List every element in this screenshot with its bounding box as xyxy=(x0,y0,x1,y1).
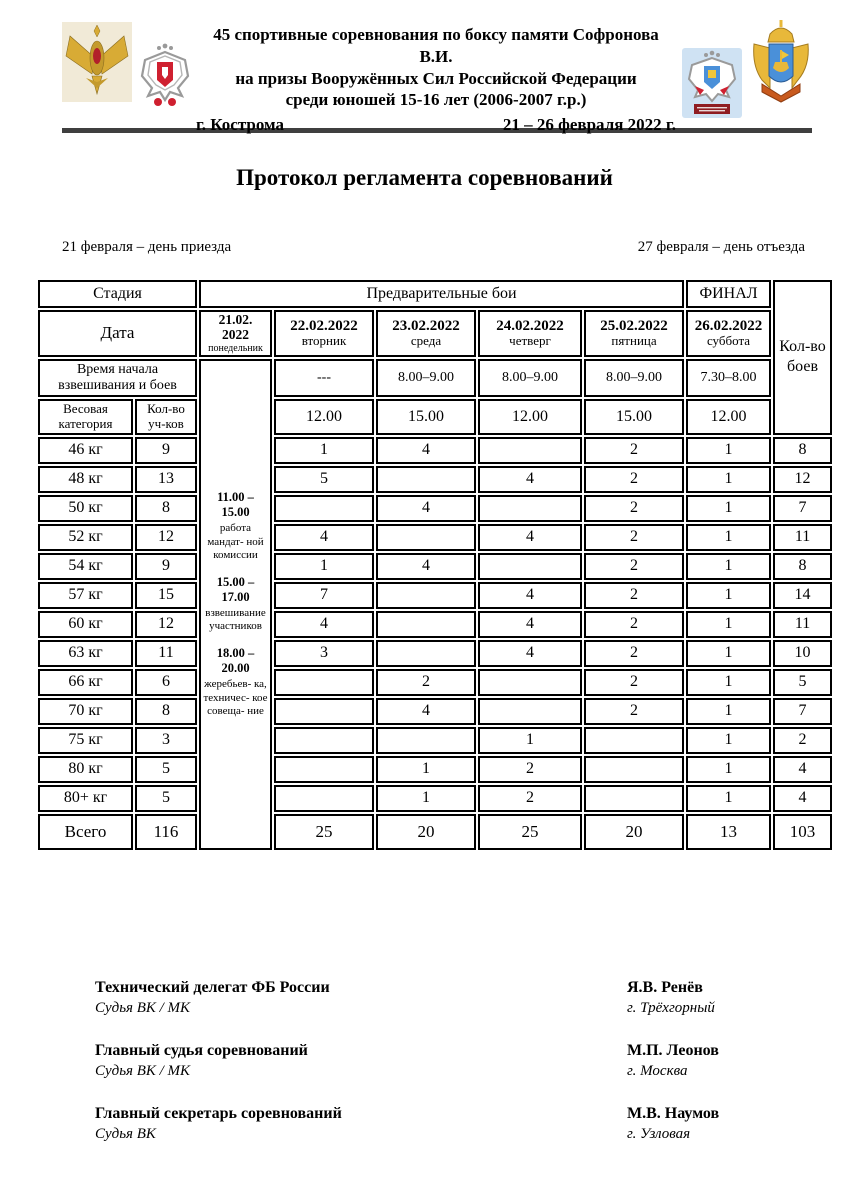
fights-sat-cell: 1 xyxy=(686,756,771,783)
stage-row xyxy=(38,280,832,308)
fights-tue-cell: 3 xyxy=(274,640,374,667)
final-cell: ФИНАЛ xyxy=(686,280,771,308)
row-total-cell: 4 xyxy=(773,756,832,783)
fights-thu-cell xyxy=(478,698,582,725)
participants-label-cell: Кол-во уч-ков xyxy=(135,399,197,435)
bout-time-sat: 12.00 xyxy=(686,399,771,435)
fights-wed-cell: 1 xyxy=(376,785,476,812)
fights-tue-cell xyxy=(274,727,374,754)
participants-count-cell: 8 xyxy=(135,495,197,522)
fights-wed-cell xyxy=(376,582,476,609)
fights-sat-cell: 1 xyxy=(686,640,771,667)
weight-category-cell: 52 кг xyxy=(38,524,133,551)
official-chief-secretary xyxy=(95,1104,849,1144)
fights-sat-cell: 1 xyxy=(686,698,771,725)
total-label-cell: Всего xyxy=(38,814,133,850)
row-total-cell: 5 xyxy=(773,669,832,696)
fights-sat-cell: 1 xyxy=(686,611,771,638)
fights-wed-cell xyxy=(376,640,476,667)
row-total-cell: 12 xyxy=(773,466,832,493)
weighin-time-fri: 8.00–9.00 xyxy=(584,359,684,397)
official-rank: Судья ВК xyxy=(95,1126,156,1143)
official-city: г. Узловая xyxy=(627,1126,691,1143)
day1-schedule-cell xyxy=(199,359,272,850)
fights-fri-cell: 2 xyxy=(584,466,684,493)
fights-wed-cell: 4 xyxy=(376,553,476,580)
weighin-time-sat: 7.30–8.00 xyxy=(686,359,771,397)
fights-sat-cell: 1 xyxy=(686,785,771,812)
weight-category-row xyxy=(38,553,832,580)
officials-section xyxy=(95,978,849,1145)
participants-count-cell: 11 xyxy=(135,640,197,667)
fights-thu-cell: 1 xyxy=(478,727,582,754)
fights-fri-cell: 2 xyxy=(584,495,684,522)
date-row xyxy=(38,310,832,357)
total-sat-cell: 13 xyxy=(686,814,771,850)
armed-forces-emblem-icon xyxy=(62,22,132,102)
row-total-cell: 4 xyxy=(773,785,832,812)
fights-tue-cell: 4 xyxy=(274,611,374,638)
fights-sat-cell: 1 xyxy=(686,524,771,551)
bout-time-wed: 15.00 xyxy=(376,399,476,435)
participants-count-cell: 5 xyxy=(135,756,197,783)
header-title-block xyxy=(190,24,682,135)
official-rank: Судья ВК / МК xyxy=(95,1062,191,1079)
weight-category-row xyxy=(38,756,832,783)
fights-wed-cell xyxy=(376,466,476,493)
fights-fri-cell: 2 xyxy=(584,524,684,551)
fights-thu-cell: 2 xyxy=(478,756,582,783)
weight-category-row xyxy=(38,466,832,493)
fights-fri-cell: 2 xyxy=(584,553,684,580)
fights-thu-cell xyxy=(478,553,582,580)
fights-sat-cell: 1 xyxy=(686,437,771,464)
total-bouts-cell: 103 xyxy=(773,814,832,850)
weight-category-row xyxy=(38,698,832,725)
fights-fri-cell: 2 xyxy=(584,698,684,725)
official-name: М.В. Наумов xyxy=(627,1105,720,1123)
kostroma-oblast-coat-of-arms-icon xyxy=(750,18,812,106)
participants-count-cell: 3 xyxy=(135,727,197,754)
weight-category-cell: 46 кг xyxy=(38,437,133,464)
row-total-cell: 11 xyxy=(773,524,832,551)
fights-fri-cell: 2 xyxy=(584,611,684,638)
bouts-count-header-cell: Кол-во боев xyxy=(773,280,832,435)
day-header-tue: 22.02.2022 вторник xyxy=(274,310,374,357)
arrival-note: 21 февраля – день приезда xyxy=(62,239,232,255)
weight-category-row xyxy=(38,495,832,522)
kostroma-boxing-federation-emblem-icon xyxy=(682,48,742,118)
official-chief-judge xyxy=(95,1041,849,1081)
participants-count-cell: 12 xyxy=(135,524,197,551)
fights-thu-cell: 2 xyxy=(478,785,582,812)
fights-sat-cell: 1 xyxy=(686,495,771,522)
weight-category-cell: 80 кг xyxy=(38,756,133,783)
day-header-wed: 23.02.2022 среда xyxy=(376,310,476,357)
fights-sat-cell: 1 xyxy=(686,553,771,580)
weighin-time-tue: --- xyxy=(274,359,374,397)
fights-wed-cell xyxy=(376,611,476,638)
weighin-block: 15.00 – 17.00 взвешивание участников xyxy=(205,575,266,633)
fights-wed-cell: 1 xyxy=(376,756,476,783)
row-total-cell: 7 xyxy=(773,495,832,522)
document-header xyxy=(62,18,812,134)
day-header-sat: 26.02.2022 суббота xyxy=(686,310,771,357)
official-position: Технический делегат ФБ России xyxy=(95,978,330,996)
official-position: Главный секретарь соревнований xyxy=(95,1105,342,1123)
day-header-thu: 24.02.2022 четверг xyxy=(478,310,582,357)
weight-category-cell: 48 кг xyxy=(38,466,133,493)
fights-tue-cell xyxy=(274,756,374,783)
stage-label-cell: Стадия xyxy=(38,280,197,308)
bout-time-row xyxy=(38,399,832,435)
weight-category-row xyxy=(38,582,832,609)
official-city: г. Трёхгорный xyxy=(627,999,715,1016)
fights-tue-cell: 7 xyxy=(274,582,374,609)
fights-tue-cell: 1 xyxy=(274,437,374,464)
fights-tue-cell xyxy=(274,785,374,812)
participants-count-cell: 8 xyxy=(135,698,197,725)
row-total-cell: 8 xyxy=(773,553,832,580)
participants-count-cell: 15 xyxy=(135,582,197,609)
fights-fri-cell: 2 xyxy=(584,437,684,464)
total-row xyxy=(38,814,832,850)
official-technical-delegate xyxy=(95,978,849,1018)
date-label-cell: Дата xyxy=(38,310,197,357)
fights-wed-cell xyxy=(376,727,476,754)
fights-sat-cell: 1 xyxy=(686,727,771,754)
fights-fri-cell xyxy=(584,785,684,812)
fights-tue-cell xyxy=(274,669,374,696)
fights-thu-cell xyxy=(478,495,582,522)
header-title-line2: на призы Вооружённых Сил Российской Федерации xyxy=(235,68,637,88)
weight-category-cell: 66 кг xyxy=(38,669,133,696)
page-title: Протокол регламента соревнований xyxy=(236,165,613,190)
weight-category-cell: 60 кг xyxy=(38,611,133,638)
day-header-fri: 25.02.2022 пятница xyxy=(584,310,684,357)
weight-category-cell: 50 кг xyxy=(38,495,133,522)
total-fri-cell: 20 xyxy=(584,814,684,850)
weight-category-row xyxy=(38,727,832,754)
fights-fri-cell xyxy=(584,727,684,754)
travel-notes xyxy=(62,239,805,256)
row-total-cell: 8 xyxy=(773,437,832,464)
official-city: г. Москва xyxy=(627,1062,688,1079)
fights-sat-cell: 1 xyxy=(686,466,771,493)
fights-thu-cell xyxy=(478,669,582,696)
row-total-cell: 2 xyxy=(773,727,832,754)
weight-category-cell: 80+ кг xyxy=(38,785,133,812)
fights-tue-cell xyxy=(274,495,374,522)
total-participants-cell: 116 xyxy=(135,814,197,850)
weight-category-cell: 63 кг xyxy=(38,640,133,667)
fights-thu-cell: 4 xyxy=(478,582,582,609)
fights-sat-cell: 1 xyxy=(686,582,771,609)
header-city: г. Кострома xyxy=(196,115,284,134)
participants-count-cell: 5 xyxy=(135,785,197,812)
weighin-time-thu: 8.00–9.00 xyxy=(478,359,582,397)
official-name: Я.В. Ренёв xyxy=(627,978,703,996)
weight-category-cell: 70 кг xyxy=(38,698,133,725)
schedule-table xyxy=(36,278,834,852)
weighin-time-wed: 8.00–9.00 xyxy=(376,359,476,397)
fights-thu-cell: 4 xyxy=(478,640,582,667)
prelim-bouts-cell: Предварительные бои xyxy=(199,280,684,308)
fights-wed-cell xyxy=(376,524,476,551)
weight-category-row xyxy=(38,524,832,551)
official-position: Главный судья соревнований xyxy=(95,1042,308,1060)
total-thu-cell: 25 xyxy=(478,814,582,850)
fights-thu-cell: 4 xyxy=(478,524,582,551)
weight-category-row xyxy=(38,669,832,696)
header-date-range: 21 – 26 февраля 2022 г. xyxy=(502,115,676,134)
fights-fri-cell: 2 xyxy=(584,582,684,609)
participants-count-cell: 6 xyxy=(135,669,197,696)
row-total-cell: 10 xyxy=(773,640,832,667)
draw-meeting-block: 18.00 – 20.00 жеребьев- ка, техничес- кое совеща- ние xyxy=(203,646,268,717)
weight-category-cell: 57 кг xyxy=(38,582,133,609)
weight-category-row xyxy=(38,611,832,638)
mandate-commission-block: 11.00 – 15.00 работа мандат- ной комиссии xyxy=(207,490,264,561)
weighin-time-row xyxy=(38,359,832,397)
fights-tue-cell xyxy=(274,698,374,725)
boxing-federation-russia-emblem-icon xyxy=(140,42,190,112)
row-total-cell: 7 xyxy=(773,698,832,725)
fights-fri-cell xyxy=(584,756,684,783)
bout-time-tue: 12.00 xyxy=(274,399,374,435)
fights-tue-cell: 4 xyxy=(274,524,374,551)
fights-fri-cell: 2 xyxy=(584,640,684,667)
weight-category-row xyxy=(38,437,832,464)
fights-thu-cell: 4 xyxy=(478,466,582,493)
fights-thu-cell xyxy=(478,437,582,464)
bout-time-fri: 15.00 xyxy=(584,399,684,435)
fights-sat-cell: 1 xyxy=(686,669,771,696)
total-wed-cell: 20 xyxy=(376,814,476,850)
fights-wed-cell: 4 xyxy=(376,437,476,464)
weight-category-cell: 54 кг xyxy=(38,553,133,580)
fights-tue-cell: 5 xyxy=(274,466,374,493)
weighin-label-cell: Время начала взвешивания и боев xyxy=(38,359,197,397)
participants-count-cell: 13 xyxy=(135,466,197,493)
day-header-mon: 21.02. 2022 понедельник xyxy=(199,310,272,357)
official-rank: Судья ВК / МК xyxy=(95,999,191,1016)
weight-category-row xyxy=(38,640,832,667)
departure-note: 27 февраля – день отъезда xyxy=(637,239,805,255)
fights-tue-cell: 1 xyxy=(274,553,374,580)
official-name: М.П. Леонов xyxy=(627,1042,719,1060)
participants-count-cell: 12 xyxy=(135,611,197,638)
header-title-line3: среди юношей 15-16 лет (2006-2007 г.р.) xyxy=(285,90,587,110)
fights-wed-cell: 2 xyxy=(376,669,476,696)
weight-category-row xyxy=(38,785,832,812)
row-total-cell: 14 xyxy=(773,582,832,609)
header-title-line1: 45 спортивные соревнования по боксу памяти Софронова В.И. xyxy=(213,25,659,66)
fights-thu-cell: 4 xyxy=(478,611,582,638)
row-total-cell: 11 xyxy=(773,611,832,638)
fights-wed-cell: 4 xyxy=(376,495,476,522)
fights-fri-cell: 2 xyxy=(584,669,684,696)
fights-wed-cell: 4 xyxy=(376,698,476,725)
bout-time-thu: 12.00 xyxy=(478,399,582,435)
total-tue-cell: 25 xyxy=(274,814,374,850)
participants-count-cell: 9 xyxy=(135,437,197,464)
participants-count-cell: 9 xyxy=(135,553,197,580)
weight-category-label-cell: Весовая категория xyxy=(38,399,133,435)
weight-category-cell: 75 кг xyxy=(38,727,133,754)
